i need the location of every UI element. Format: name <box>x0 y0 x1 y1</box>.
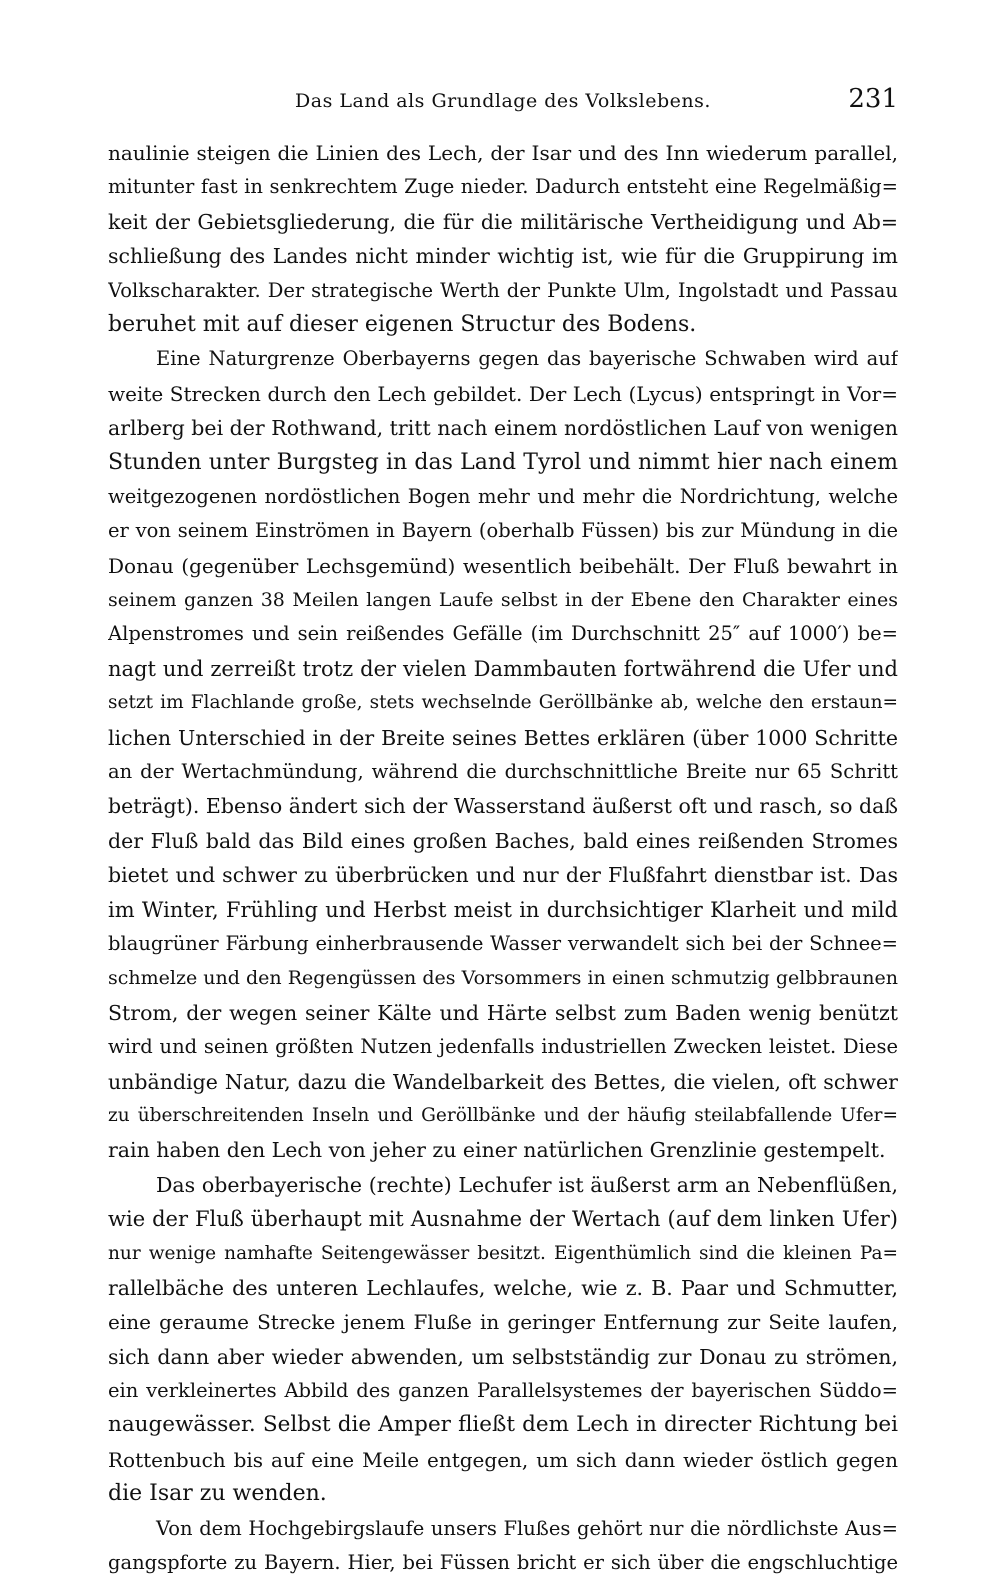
text-line: Eine Naturgrenze Oberbayerns gegen das bayerische Schwaben wird auf <box>156 347 898 371</box>
text-line: weite Strecken durch den Lech gebildet. Der Lech (Lycus) entspringt in Vor= <box>108 381 898 406</box>
text-line: ein verkleinertes Abbild des ganzen Parallelsystemes der bayerischen Süddo= <box>108 1379 898 1403</box>
text-line: der Fluß bald das Bild eines großen Baches, bald eines reißenden Stromes <box>108 828 898 853</box>
text-line: naugewässer. Selbst die Amper fließt dem Lech in directer Richtung bei <box>108 1412 898 1438</box>
text-line: keit der Gebietsgliederung, die für die militärische Vertheidigung und Ab= <box>108 209 898 234</box>
body-text <box>108 136 898 1580</box>
text-line: lichen Unterschied in der Breite seines Bettes erklären (über 1000 Schritte <box>108 725 898 750</box>
page-number: 231 <box>848 84 898 114</box>
text-line: beträgt). Ebenso ändert sich der Wasserstand äußerst oft und rasch, so daß <box>108 794 898 819</box>
text-line: an der Wertachmündung, während die durchschnittliche Breite nur 65 Schritt <box>108 760 898 784</box>
text-line: Alpenstromes und sein reißendes Gefälle (im Durchschnitt 25″ auf 1000′) be= <box>108 622 898 646</box>
text-line: Von dem Hochgebirgslaufe unsers Flußes gehört nur die nördlichste Aus= <box>156 1516 898 1540</box>
text-line: seinem ganzen 38 Meilen langen Laufe selbst in der Ebene den Charakter eines <box>108 589 898 612</box>
text-line: blaugrüner Färbung einherbrausende Wasser verwandelt sich bei der Schnee= <box>108 931 898 955</box>
text-line: rain haben den Lech von jeher zu einer natürlichen Grenzlinie gestempelt. <box>108 1138 886 1163</box>
text-line: die Isar zu wenden. <box>108 1481 327 1507</box>
text-line: beruhet mit auf dieser eigenen Structur des Bodens. <box>108 311 697 337</box>
text-line: wird und seinen größten Nutzen jedenfalls industriellen Zwecken leistet. Diese <box>108 1035 898 1059</box>
text-line: rallelbäche des unteren Lechlaufes, welche, wie z. B. Paar und Schmutter, <box>108 1275 898 1300</box>
text-line: zu überschreitenden Inseln und Geröllbänke und der häufig steilabfallende Ufer= <box>108 1104 898 1126</box>
text-line: mitunter fast in senkrechtem Zuge nieder. Dadurch entsteht eine Regelmäßig= <box>108 175 898 199</box>
text-line: Das oberbayerische (rechte) Lechufer ist äußerst arm an Nebenflüßen, <box>156 1172 898 1197</box>
text-line: Stunden unter Burgsteg in das Land Tyrol und nimmt hier nach einem <box>108 449 898 475</box>
text-line: schließung des Landes nicht minder wichtig ist, wie für die Gruppirung im <box>108 244 898 269</box>
text-line: naulinie steigen die Linien des Lech, der Isar und des Inn wiederum parallel, <box>108 141 898 165</box>
text-line: unbändige Natur, dazu die Wandelbarkeit des Bettes, die vielen, oft schwer <box>108 1069 898 1094</box>
text-line: Volkscharakter. Der strategische Werth der Punkte Ulm, Ingolstadt und Passau <box>108 278 898 302</box>
text-line: wie der Fluß überhaupt mit Ausnahme der Wertach (auf dem linken Ufer) <box>108 1207 898 1232</box>
text-line: weitgezogenen nordöstlichen Bogen mehr und mehr die Nordrichtung, welche <box>108 484 898 508</box>
text-line: Rottenbuch bis auf eine Meile entgegen, um sich dann wieder östlich gegen <box>108 1447 898 1472</box>
text-line: nur wenige namhafte Seitengewässer besitzt. Eigenthümlich sind die kleinen Pa= <box>108 1242 898 1264</box>
running-title: Das Land als Grundlage des Volkslebens. <box>295 90 711 112</box>
text-line: Donau (gegenüber Lechsgemünd) wesentlich beibehält. Der Fluß bewahrt in <box>108 553 898 578</box>
text-line: bietet und schwer zu überbrücken und nur der Flußfahrt dienstbar ist. Das <box>108 863 898 888</box>
text-line: arlberg bei der Rothwand, tritt nach einem nordöstlichen Lauf von wenigen <box>108 416 898 441</box>
text-line: Strom, der wegen seiner Kälte und Härte selbst zum Baden wenig benützt <box>108 1000 898 1025</box>
text-line: eine geraume Strecke jenem Fluße in geringer Entfernung zur Seite laufen, <box>108 1310 898 1335</box>
page-header <box>108 84 898 118</box>
text-line: nagt und zerreißt trotz der vielen Dammbauten fortwährend die Ufer und <box>108 656 898 681</box>
text-line: schmelze und den Regengüssen des Vorsommers in einen schmutzig gelbbraunen <box>108 967 898 990</box>
text-line: im Winter, Frühling und Herbst meist in durchsichtiger Klarheit und mild <box>108 897 898 922</box>
text-line: sich dann aber wieder abwenden, um selbstständig zur Donau zu strömen, <box>108 1344 898 1369</box>
text-line: setzt im Flachlande große, stets wechselnde Geröllbänke ab, welche den erstaun= <box>108 692 898 714</box>
text-line: gangspforte zu Bayern. Hier, bei Füssen bricht er sich über die engschluchtige <box>108 1551 898 1575</box>
text-line: er von seinem Einströmen in Bayern (oberhalb Füssen) bis zur Mündung in die <box>108 519 898 543</box>
